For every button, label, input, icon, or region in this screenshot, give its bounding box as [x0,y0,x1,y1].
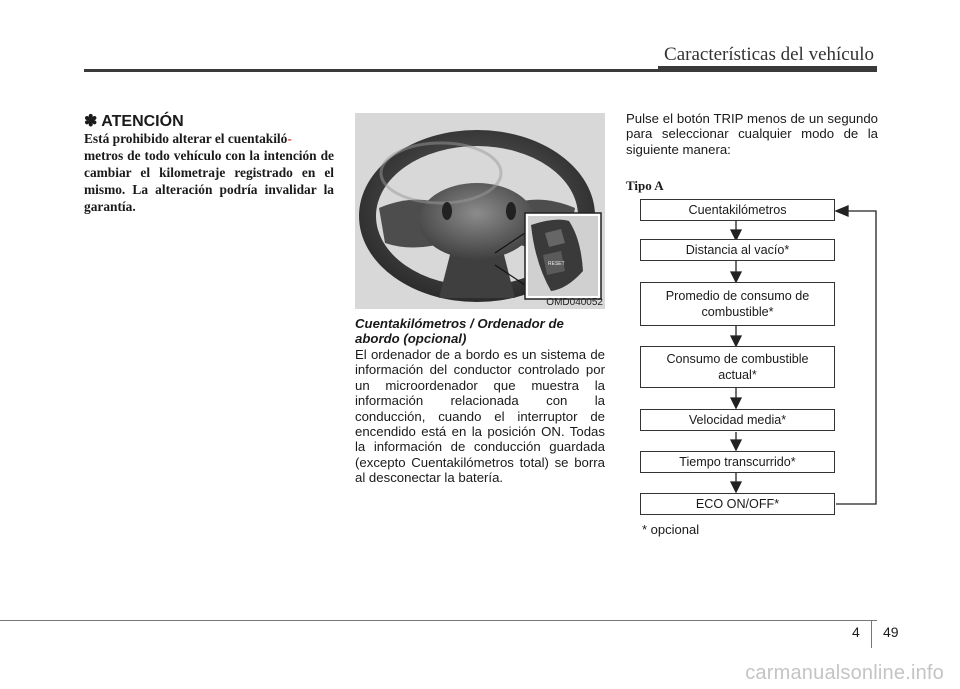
arrow-down-icon [731,440,741,450]
page-header-title: Características del vehículo [664,44,874,65]
header-rule-accent [658,66,877,72]
image-code: OMD040052 [546,297,603,308]
trip-intro: Pulse el botón TRIP menos de un segundo para seleccionar cualquier modo de la siguiente manera: [626,111,878,157]
arrow-down-icon [731,482,741,492]
watermark: carmanualsonline.info [745,662,944,684]
arrow-down-icon [731,336,741,346]
chapter-number: 4 [852,624,860,640]
flow-step-elapsed-time: Tiempo transcurrido* [640,451,835,473]
footer-rule [0,620,877,621]
flow-step-odometer: Cuentakilómetros [640,199,835,221]
attention-title: ✽ ATENCIÓN [84,113,184,130]
flow-step-average-consumption: Promedio de consumo de combustible* [640,282,835,326]
steering-wheel-image [355,113,605,309]
attention-hyphen: - [287,131,292,146]
reset-label: RESET [548,261,565,267]
flow-step-current-consumption: Consumo de combustible actual* [640,346,835,388]
attention-body-part1: Está prohibido alterar el cuentakiló [84,131,288,146]
flow-step-average-speed: Velocidad media* [640,409,835,431]
footnote: * opcional [642,522,700,537]
arrow-down-icon [731,398,741,408]
section-body: El ordenador de a bordo es un sistema de información del conductor controlado por un microordenador que muestra la información relacionada con la conducción, cuando el interruptor de encendido está en la posición ON. Todas la información de conducción guardada (excepto Cuentakilómetros total) se borra al desconectar la batería. [355,347,605,486]
section-title: Cuentakilómetros / Ordenador de abordo (opcional) [355,316,564,346]
steering-wheel-illustration [355,113,605,309]
attention-body-part2: metros de todo vehículo con la intención de cambiar el kilometraje registrado en el mismo. La alteración podría invalidar la garantía. [84,148,334,214]
arrow-down-icon [731,272,741,282]
page-number: 49 [883,624,899,640]
type-label: Tipo A [626,178,664,193]
flow-step-distance-to-empty: Distancia al vacío* [640,239,835,261]
footer-divider [871,620,872,648]
flow-step-eco: ECO ON/OFF* [640,493,835,515]
arrow-left-icon [836,206,848,216]
attention-body [84,130,334,215]
